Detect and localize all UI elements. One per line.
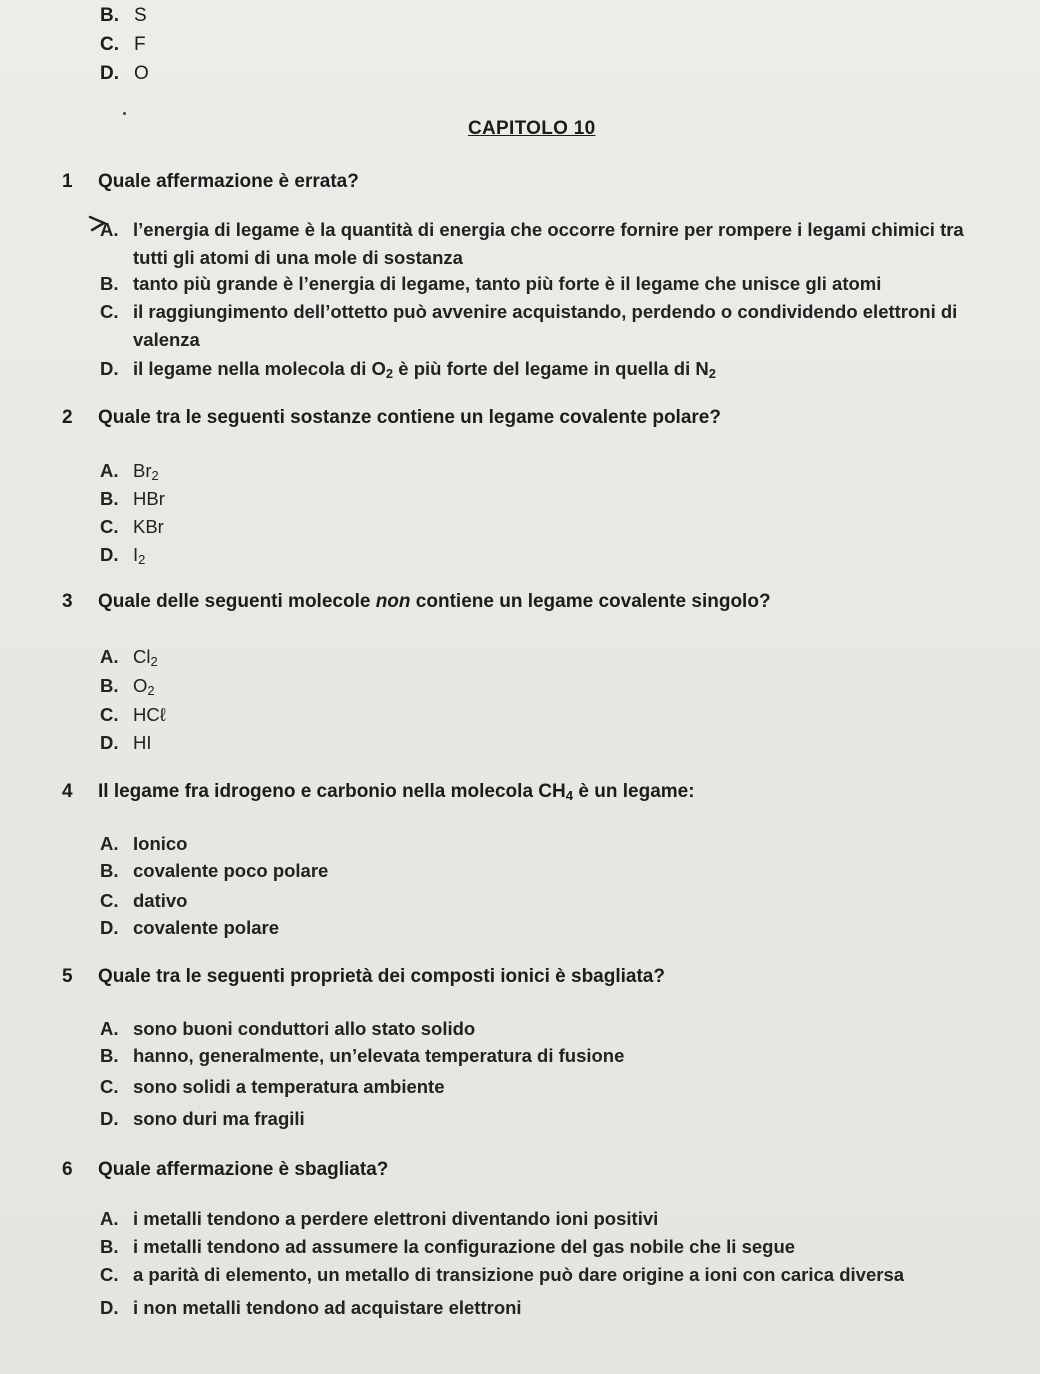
option-letter: D. bbox=[100, 63, 119, 84]
answer-text-part: è più forte del legame in quella di N bbox=[393, 358, 709, 379]
question-text-part: è un legame: bbox=[573, 781, 695, 802]
question-emphasis: non bbox=[375, 591, 411, 612]
question-number: 2 bbox=[62, 407, 73, 428]
answer-letter: B. bbox=[100, 860, 119, 881]
q6-answer-c bbox=[100, 1261, 1025, 1289]
top-option-b bbox=[100, 4, 147, 28]
answer-text: i metalli tendono ad assumere la configurazione del gas nobile che li segue bbox=[133, 1236, 796, 1257]
answer-letter: D. bbox=[100, 1108, 119, 1129]
subscript: 4 bbox=[565, 788, 574, 803]
question-4 bbox=[62, 780, 695, 804]
answer-letter: A. bbox=[100, 646, 119, 667]
q4-answer-c bbox=[100, 887, 1025, 915]
answer-letter: B. bbox=[100, 488, 119, 509]
answer-letter: A. bbox=[100, 1208, 119, 1229]
answer-text: i non metalli tendono ad acquistare elettroni bbox=[133, 1297, 522, 1318]
option-letter: C. bbox=[100, 34, 119, 55]
question-text: Quale affermazione è errata? bbox=[98, 171, 359, 192]
answer-letter: B. bbox=[100, 1236, 119, 1257]
subscript: 2 bbox=[151, 468, 159, 483]
q3-answer-c bbox=[100, 701, 1025, 729]
q4-answer-b bbox=[100, 857, 1025, 885]
answer-text: il raggiungimento dell’ottetto può avvenire acquistando, perdendo o condividendo elettroni di bbox=[133, 301, 958, 322]
q2-answer-a bbox=[100, 457, 1025, 485]
question-5 bbox=[62, 965, 665, 989]
answer-letter: C. bbox=[100, 704, 119, 725]
option-text: F bbox=[134, 34, 146, 55]
answer-text-part: il legame nella molecola di O bbox=[133, 358, 386, 379]
q2-answer-c bbox=[100, 513, 1025, 541]
question-3 bbox=[62, 590, 771, 614]
q1-answer-d bbox=[100, 355, 1025, 383]
q1-answer-b bbox=[100, 270, 1025, 298]
q2-answer-b bbox=[100, 485, 1025, 513]
answer-letter: C. bbox=[100, 1076, 119, 1097]
option-text: S bbox=[134, 5, 147, 26]
subscript: 2 bbox=[385, 366, 394, 381]
top-option-c bbox=[100, 33, 146, 57]
subscript: 2 bbox=[147, 683, 155, 698]
question-2 bbox=[62, 406, 721, 430]
answer-text: sono solidi a temperatura ambiente bbox=[133, 1076, 445, 1097]
q5-answer-d bbox=[100, 1105, 1025, 1133]
formula: HCℓ bbox=[133, 704, 166, 725]
subscript: 2 bbox=[150, 654, 158, 669]
formula: HI bbox=[133, 732, 152, 753]
q5-answer-b bbox=[100, 1042, 1025, 1070]
answer-letter: C. bbox=[100, 1264, 119, 1285]
answer-letter: A. bbox=[100, 219, 119, 240]
question-6 bbox=[62, 1158, 388, 1182]
answer-letter: C. bbox=[100, 890, 119, 911]
answer-letter: D. bbox=[100, 917, 119, 938]
formula: Br bbox=[133, 460, 152, 481]
ink-dot bbox=[123, 112, 126, 115]
q2-answer-d bbox=[100, 541, 1025, 569]
question-number: 1 bbox=[62, 171, 73, 192]
answer-text: covalente polare bbox=[133, 917, 280, 938]
q6-answer-d bbox=[100, 1294, 1025, 1322]
subscript: 2 bbox=[138, 552, 146, 567]
answer-text: l’energia di legame è la quantità di energia che occorre fornire per rompere i legami chimici tra bbox=[133, 219, 964, 240]
answer-text: covalente poco polare bbox=[133, 860, 329, 881]
option-text: O bbox=[134, 63, 149, 84]
answer-letter: C. bbox=[100, 301, 119, 322]
answer-text: dativo bbox=[133, 890, 188, 911]
question-number: 3 bbox=[62, 591, 73, 612]
answer-letter: D. bbox=[100, 732, 119, 753]
answer-text: tanto più grande è l’energia di legame, tanto più forte è il legame che unisce gli atomi bbox=[133, 273, 882, 294]
subscript: 2 bbox=[708, 366, 716, 381]
top-option-d bbox=[100, 62, 149, 86]
answer-letter: A. bbox=[100, 833, 119, 854]
q5-answer-c bbox=[100, 1073, 1025, 1101]
option-letter: B. bbox=[100, 5, 119, 26]
answer-letter: B. bbox=[100, 273, 119, 294]
question-1 bbox=[62, 170, 359, 194]
question-number: 6 bbox=[62, 1159, 73, 1180]
question-number: 5 bbox=[62, 966, 73, 987]
chapter-title: CAPITOLO 10 bbox=[468, 118, 596, 139]
answer-letter: A. bbox=[100, 1018, 119, 1039]
formula: I bbox=[133, 544, 139, 565]
question-number: 4 bbox=[62, 781, 73, 802]
answer-text-continued: tutti gli atomi di una mole di sostanza bbox=[133, 247, 463, 268]
answer-text: a parità di elemento, un metallo di transizione può dare origine a ioni con carica diversa bbox=[133, 1264, 905, 1285]
q6-answer-b bbox=[100, 1233, 1025, 1261]
answer-text: sono duri ma fragili bbox=[133, 1108, 305, 1129]
formula: O bbox=[133, 675, 148, 696]
answer-letter: B. bbox=[100, 1045, 119, 1066]
answer-text-continued: valenza bbox=[133, 329, 200, 350]
answer-text: sono buoni conduttori allo stato solido bbox=[133, 1018, 476, 1039]
answer-letter: C. bbox=[100, 516, 119, 537]
question-text: Quale tra le seguenti proprietà dei composti ionici è sbagliata? bbox=[98, 966, 665, 987]
answer-text: Ionico bbox=[133, 833, 188, 854]
answer-letter: D. bbox=[100, 1297, 119, 1318]
answer-text: hanno, generalmente, un’elevata temperatura di fusione bbox=[133, 1045, 625, 1066]
answer-letter: B. bbox=[100, 675, 119, 696]
q4-answer-d bbox=[100, 914, 1025, 942]
q3-answer-a bbox=[100, 643, 1025, 671]
answer-letter: A. bbox=[100, 460, 119, 481]
q5-answer-a bbox=[100, 1015, 1025, 1043]
formula: Cl bbox=[133, 646, 151, 667]
formula: HBr bbox=[133, 488, 165, 509]
answer-letter: D. bbox=[100, 358, 119, 379]
question-text-part: contiene un legame covalente singolo? bbox=[410, 591, 771, 612]
formula: KBr bbox=[133, 516, 164, 537]
q4-answer-a bbox=[100, 830, 1025, 858]
question-text: Quale affermazione è sbagliata? bbox=[98, 1159, 389, 1180]
q1-answer-c bbox=[100, 298, 1025, 354]
question-text: Quale tra le seguenti sostanze contiene un legame covalente polare? bbox=[98, 407, 721, 428]
question-text-part: Quale delle seguenti molecole bbox=[98, 591, 376, 612]
question-text-part: Il legame fra idrogeno e carbonio nella molecola CH bbox=[98, 781, 566, 802]
q3-answer-b bbox=[100, 672, 1025, 700]
q1-answer-a bbox=[100, 216, 1025, 272]
answer-letter: D. bbox=[100, 544, 119, 565]
q6-answer-a bbox=[100, 1205, 1025, 1233]
q3-answer-d bbox=[100, 729, 1025, 757]
answer-text: i metalli tendono a perdere elettroni diventando ioni positivi bbox=[133, 1208, 659, 1229]
